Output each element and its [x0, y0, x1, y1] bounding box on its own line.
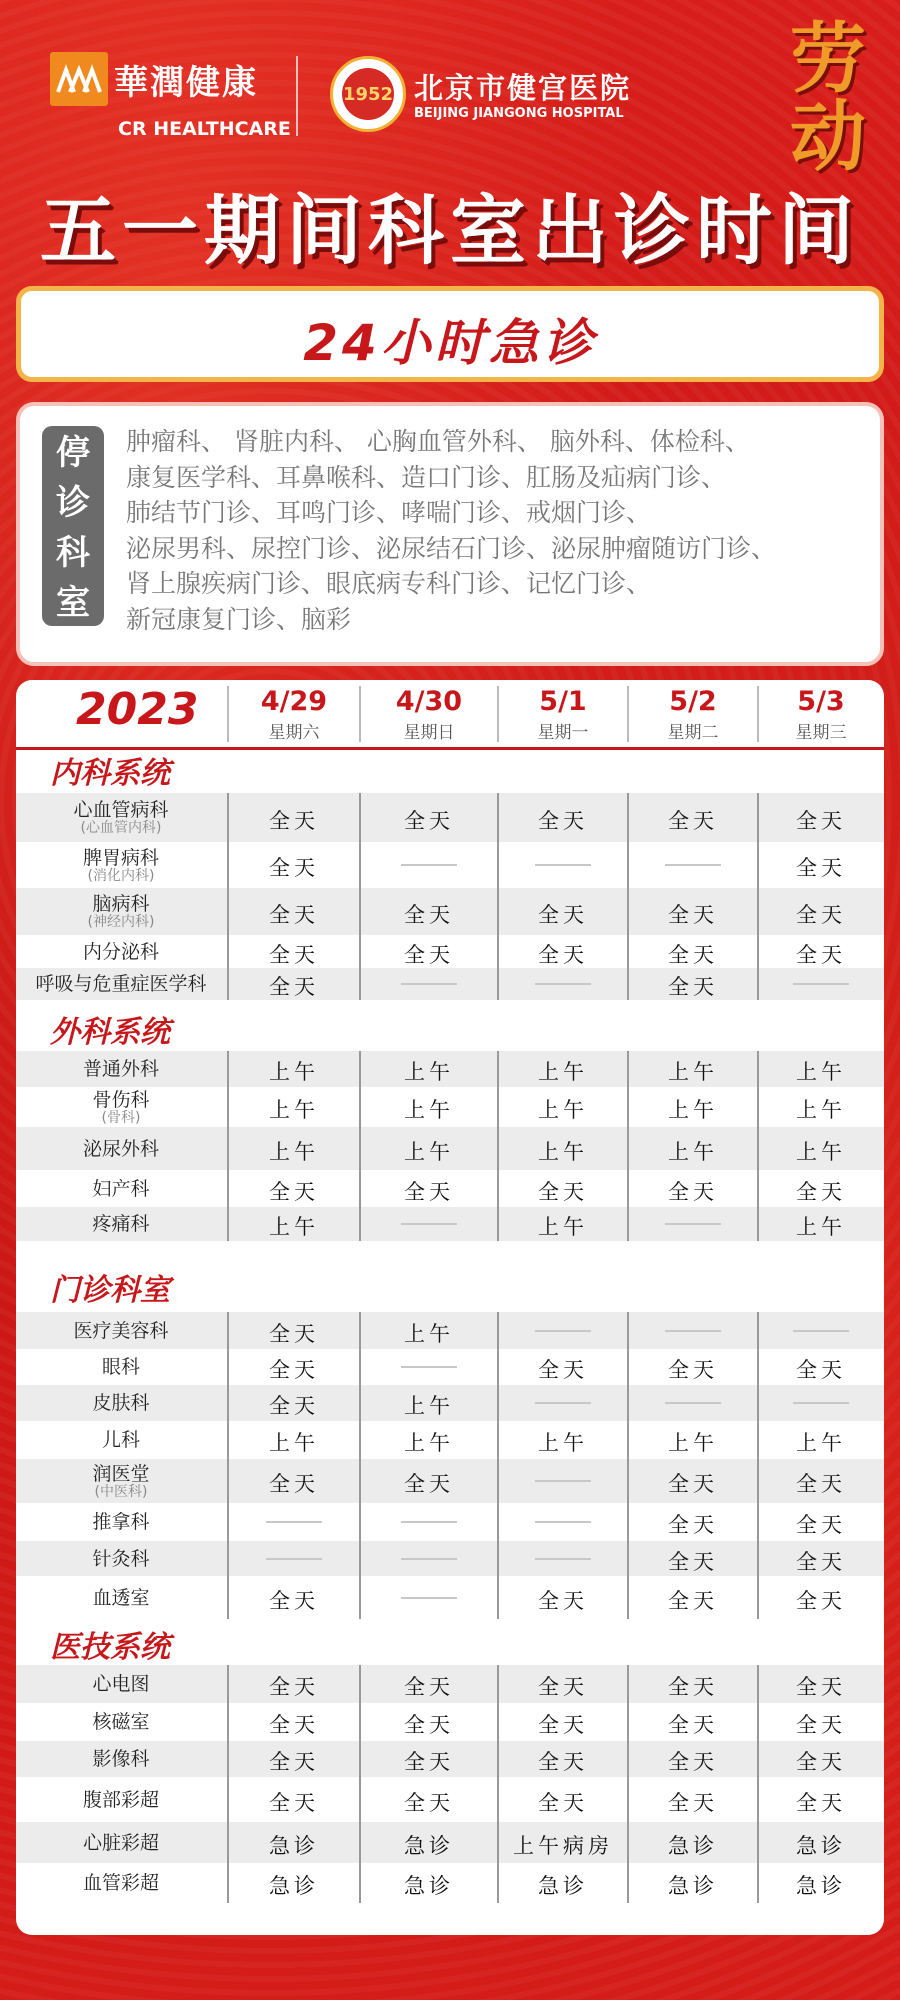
department-label: 呼吸与危重症医学科: [35, 973, 207, 995]
date-label: 5/2: [669, 686, 717, 717]
schedule-cell: 上午: [796, 1139, 846, 1164]
department-name: [16, 941, 226, 963]
weekday-label: 星期二: [667, 723, 719, 743]
schedule-cell: 急诊: [538, 1874, 588, 1898]
suspended-line: 肺结节门诊、耳鸣门诊、哮喘门诊、戒烟门诊、: [126, 498, 652, 528]
schedule-cell: 全天: [668, 1790, 718, 1815]
department-name: [16, 1711, 226, 1733]
closed-dash: [665, 1223, 721, 1225]
schedule-cell: 全天: [538, 902, 588, 927]
schedule-cell: 全天: [668, 1750, 718, 1774]
column-divider: [627, 1665, 629, 1903]
schedule-cell: 全天: [668, 1549, 718, 1574]
schedule-cell: 全天: [796, 942, 846, 967]
schedule-cell: 上午: [404, 1098, 454, 1122]
schedule-cell: 全天: [668, 1358, 718, 1382]
department-label: 脑病科: [92, 893, 150, 915]
department-name: [16, 1356, 226, 1378]
schedule-cell: 上午: [404, 1321, 454, 1346]
closed-dash: [665, 864, 721, 866]
schedule-cell: 全天: [796, 1179, 846, 1204]
department-label: 心血管病科: [73, 799, 169, 821]
department-label: 妇产科: [92, 1177, 150, 1200]
schedule-cell: 上午: [269, 1139, 319, 1164]
closed-dash: [401, 1521, 457, 1523]
closed-dash: [535, 1521, 591, 1523]
department-name: [16, 973, 226, 995]
schedule-cell: 上午: [796, 1098, 846, 1122]
schedule-cell: 全天: [796, 902, 846, 927]
department-name: [16, 847, 226, 884]
department-name: [16, 1548, 226, 1570]
suspended-tag-char: 室: [56, 583, 90, 623]
department-name: [16, 893, 226, 930]
schedule-cell: 全天: [404, 1790, 454, 1815]
column-divider: [359, 793, 361, 1000]
schedule-cell: 急诊: [668, 1874, 718, 1898]
weekday-label: 星期三: [795, 723, 847, 743]
schedule-cell: 全天: [668, 1513, 718, 1537]
schedule-cell: 上午: [796, 1215, 846, 1239]
hospital-emblem-year: 1952: [342, 84, 394, 105]
date-header: [758, 680, 884, 746]
schedule-cell: 上午: [538, 1215, 588, 1239]
schedule-cell: 全天: [269, 1750, 319, 1774]
column-divider: [627, 1312, 629, 1619]
department-label: 皮肤科: [92, 1392, 150, 1414]
date-label: 5/3: [797, 686, 845, 717]
department-name: [16, 1320, 226, 1342]
department-sublabel: (心血管内科): [80, 820, 162, 836]
suspended-line: 康复医学科、耳鼻喉科、造口门诊、肛肠及疝病门诊、: [126, 462, 727, 492]
schedule-cell: 急诊: [269, 1874, 319, 1898]
schedule-cell: 全天: [404, 1713, 454, 1737]
schedule-cell: 急诊: [404, 1874, 454, 1898]
date-header: [360, 680, 498, 746]
labor-char-2: 动: [790, 92, 866, 181]
schedule-cell: 全天: [404, 1750, 454, 1774]
department-name: [16, 1429, 226, 1451]
department-label: 针灸科: [92, 1547, 150, 1570]
column-divider: [359, 1051, 361, 1241]
schedule-cell: 全天: [796, 1358, 846, 1382]
closed-dash: [266, 1521, 322, 1523]
page-title: 五一期间科室出诊时间: [40, 186, 860, 275]
column-divider: [757, 1312, 759, 1619]
closed-dash: [401, 983, 457, 985]
schedule-cell: 全天: [269, 1713, 319, 1737]
schedule-cell: 全天: [269, 808, 319, 833]
department-label: 核磁室: [92, 1711, 150, 1733]
column-divider: [497, 1665, 499, 1903]
schedule-cell: 全天: [404, 1179, 454, 1204]
department-label: 心电图: [92, 1673, 150, 1695]
schedule-cell: 上午: [269, 1098, 319, 1122]
header-divider: [296, 56, 298, 136]
schedule-cell: 全天: [269, 1472, 319, 1496]
department-name: [16, 1673, 226, 1695]
schedule-cell: 上午病房: [513, 1833, 613, 1858]
closed-dash: [665, 1402, 721, 1404]
schedule-cell: 全天: [538, 1179, 588, 1204]
schedule-cell: 上午: [404, 1431, 454, 1455]
closed-dash: [535, 1330, 591, 1332]
labor-day-lettering: [790, 14, 874, 181]
schedule-cell: 全天: [538, 1588, 588, 1613]
emergency-banner: [16, 286, 884, 382]
schedule-cell: 上午: [538, 1139, 588, 1164]
schedule-cell: 全天: [668, 975, 718, 999]
schedule-cell: 全天: [269, 1790, 319, 1815]
schedule-cell: 上午: [668, 1431, 718, 1455]
column-divider: [757, 793, 759, 1000]
department-sublabel: (中医科): [94, 1483, 148, 1500]
column-divider: [497, 1051, 499, 1241]
schedule-cell: 全天: [269, 1179, 319, 1204]
hospital-emblem-icon: [330, 56, 406, 132]
suspended-line: 肿瘤科、 肾脏内科、 心胸血管外科、 脑外科、体检科、: [126, 427, 750, 456]
header-column-divider: [757, 686, 759, 742]
department-name: [16, 1089, 226, 1126]
schedule-cell: 全天: [538, 1750, 588, 1774]
closed-dash: [401, 864, 457, 866]
department-label: 内分泌科: [82, 940, 159, 963]
schedule-cell: 全天: [538, 1713, 588, 1737]
cr-brand-english: CR HEALTHCARE: [118, 118, 291, 140]
schedule-cell: 上午: [404, 1394, 454, 1418]
column-divider: [627, 1051, 629, 1241]
schedule-cell: 全天: [668, 1675, 718, 1699]
schedule-cell: 全天: [269, 856, 319, 880]
closed-dash: [793, 1330, 849, 1332]
date-header: [628, 680, 758, 746]
schedule-cell: 全天: [796, 1675, 846, 1699]
schedule-cell: 全天: [269, 1358, 319, 1382]
department-label: 泌尿外科: [82, 1137, 159, 1160]
schedule-cell: 上午: [538, 1060, 588, 1084]
labor-char-1: 劳: [790, 14, 866, 103]
date-header: [498, 680, 628, 746]
schedule-cell: 全天: [796, 1790, 846, 1815]
department-label: 血管彩超: [82, 1872, 159, 1894]
schedule-cell: 急诊: [269, 1833, 319, 1858]
closed-dash: [793, 983, 849, 985]
schedule-cell: 全天: [404, 808, 454, 833]
suspended-line: 新冠康复门诊、脑彩: [126, 604, 352, 634]
department-name: [16, 1058, 226, 1080]
department-name: [16, 1392, 226, 1414]
department-name: [16, 1872, 226, 1894]
schedule-cell: 全天: [796, 1588, 846, 1613]
schedule-cell: 急诊: [668, 1833, 718, 1858]
column-divider: [497, 793, 499, 1000]
header-column-divider: [359, 686, 361, 742]
suspended-tag-char: 科: [56, 533, 90, 573]
department-label: 骨伤科: [92, 1088, 150, 1111]
schedule-cell: 全天: [269, 1394, 319, 1418]
schedule-cell: 全天: [404, 942, 454, 967]
date-label: 4/30: [395, 686, 463, 717]
schedule-cell: 全天: [538, 942, 588, 967]
department-sublabel: (神经内科): [87, 914, 155, 930]
suspended-tag-char: 诊: [56, 483, 90, 523]
table-year: 2023: [76, 684, 199, 735]
closed-dash: [535, 864, 591, 866]
schedule-cell: 全天: [538, 1790, 588, 1815]
schedule-cell: 上午: [796, 1060, 846, 1084]
column-divider: [359, 1665, 361, 1903]
closed-dash: [535, 1402, 591, 1404]
column-divider: [227, 1665, 229, 1903]
closed-dash: [535, 1558, 591, 1560]
schedule-cell: 上午: [404, 1139, 454, 1164]
schedule-cell: 全天: [404, 902, 454, 927]
schedule-cell: 全天: [538, 1358, 588, 1382]
schedule-cell: 全天: [796, 1713, 846, 1737]
closed-dash: [401, 1597, 457, 1599]
schedule-cell: 全天: [538, 1675, 588, 1699]
schedule-cell: 全天: [538, 808, 588, 833]
schedule-cell: 全天: [796, 1549, 846, 1574]
schedule-cell: 全天: [269, 942, 319, 967]
department-name: [16, 1463, 226, 1500]
schedule-cell: 上午: [269, 1431, 319, 1455]
department-name: [16, 1789, 226, 1811]
department-name: [16, 1748, 226, 1770]
section-title: 内科系统: [50, 756, 170, 791]
department-name: [16, 1832, 226, 1854]
weekday-label: 星期六: [268, 723, 320, 743]
schedule-cell: 全天: [404, 1472, 454, 1496]
department-sublabel: (骨科): [101, 1109, 141, 1126]
column-divider: [627, 793, 629, 1000]
department-label: 儿科: [101, 1429, 140, 1451]
schedule-cell: 全天: [796, 1750, 846, 1774]
schedule-cell: 上午: [404, 1060, 454, 1084]
department-sublabel: (消化内科): [87, 867, 155, 884]
section-title: 医技系统: [50, 1630, 170, 1665]
weekday-label: 星期一: [537, 723, 589, 743]
department-label: 疼痛科: [92, 1213, 150, 1235]
closed-dash: [401, 1366, 457, 1368]
suspended-line: 肾上腺疾病门诊、眼底病专科门诊、记忆门诊、: [126, 569, 652, 599]
header-column-divider: [627, 686, 629, 742]
section-title: 门诊科室: [50, 1273, 170, 1308]
date-label: 5/1: [539, 686, 587, 717]
column-divider: [227, 1312, 229, 1619]
hospital-name: 北京市健宫医院: [414, 71, 632, 105]
cr-brand-name: 華潤健康: [114, 63, 258, 103]
department-name: [16, 1213, 226, 1235]
schedule-cell: 全天: [668, 1713, 718, 1737]
schedule-cell: 上午: [269, 1060, 319, 1084]
schedule-cell: 上午: [538, 1098, 588, 1122]
suspended-line: 泌尿男科、尿控门诊、泌尿结石门诊、泌尿肿瘤随访门诊、: [126, 533, 777, 563]
closed-dash: [401, 1223, 457, 1225]
schedule-cell: 上午: [668, 1139, 718, 1164]
schedule-cell: 急诊: [796, 1874, 846, 1898]
mountains-icon: [56, 62, 102, 96]
department-label: 眼科: [101, 1356, 140, 1378]
cr-healthcare-logo: [50, 52, 108, 106]
closed-dash: [535, 983, 591, 985]
schedule-cell: 全天: [796, 808, 846, 833]
schedule-cell: 上午: [796, 1431, 846, 1455]
schedule-cell: 全天: [668, 1179, 718, 1204]
schedule-cell: 全天: [269, 1675, 319, 1699]
department-name: [16, 1178, 226, 1200]
department-label: 医疗美容科: [73, 1319, 169, 1342]
schedule-cell: 全天: [668, 1588, 718, 1613]
department-label: 普通外科: [82, 1058, 159, 1080]
column-divider: [497, 1312, 499, 1619]
schedule-cell: 急诊: [404, 1833, 454, 1858]
schedule-cell: 上午: [668, 1060, 718, 1084]
schedule-cell: 上午: [269, 1215, 319, 1239]
department-label: 影像科: [92, 1748, 150, 1770]
schedule-cell: 全天: [796, 856, 846, 880]
department-label: 腹部彩超: [82, 1788, 159, 1811]
department-name: [16, 1587, 226, 1609]
closed-dash: [401, 1558, 457, 1560]
hospital-name-english: BEIJING JIANGONG HOSPITAL: [414, 106, 624, 121]
schedule-cell: 全天: [269, 1588, 319, 1613]
suspended-departments-box: [16, 402, 884, 666]
schedule-cell: 全天: [404, 1675, 454, 1699]
suspended-tag-char: 停: [56, 433, 90, 473]
date-label: 4/29: [260, 686, 328, 717]
department-name: [16, 1511, 226, 1533]
schedule-cell: 全天: [668, 1472, 718, 1496]
closed-dash: [535, 1480, 591, 1482]
schedule-table: [16, 680, 884, 1935]
schedule-cell: 全天: [269, 1321, 319, 1346]
department-label: 推拿科: [92, 1511, 150, 1533]
schedule-cell: 全天: [668, 942, 718, 967]
schedule-cell: 上午: [538, 1431, 588, 1455]
column-divider: [359, 1312, 361, 1619]
column-divider: [757, 1665, 759, 1903]
closed-dash: [665, 1330, 721, 1332]
schedule-cell: 上午: [668, 1098, 718, 1122]
department-name: [16, 1138, 226, 1160]
schedule-cell: 全天: [796, 1513, 846, 1537]
section-title: 外科系统: [50, 1015, 170, 1050]
schedule-cell: 急诊: [796, 1833, 846, 1858]
department-label: 润医堂: [92, 1462, 150, 1485]
column-divider: [227, 793, 229, 1000]
emergency-text: 24小时急诊: [303, 314, 597, 372]
weekday-label: 星期日: [403, 723, 455, 743]
suspended-tag: [42, 426, 104, 626]
column-divider: [227, 1051, 229, 1241]
schedule-cell: 全天: [269, 975, 319, 999]
department-label: 血透室: [92, 1586, 150, 1609]
header-column-divider: [227, 686, 229, 742]
schedule-cell: 全天: [269, 902, 319, 927]
schedule-cell: 全天: [796, 1472, 846, 1496]
date-header: [228, 680, 360, 746]
suspended-list: [126, 424, 876, 638]
closed-dash: [793, 1402, 849, 1404]
schedule-cell: 全天: [668, 902, 718, 927]
column-divider: [757, 1051, 759, 1241]
closed-dash: [266, 1558, 322, 1560]
department-name: [16, 799, 226, 836]
department-label: 心脏彩超: [82, 1831, 159, 1854]
department-label: 脾胃病科: [82, 846, 159, 869]
header-column-divider: [497, 686, 499, 742]
schedule-cell: 全天: [668, 808, 718, 833]
